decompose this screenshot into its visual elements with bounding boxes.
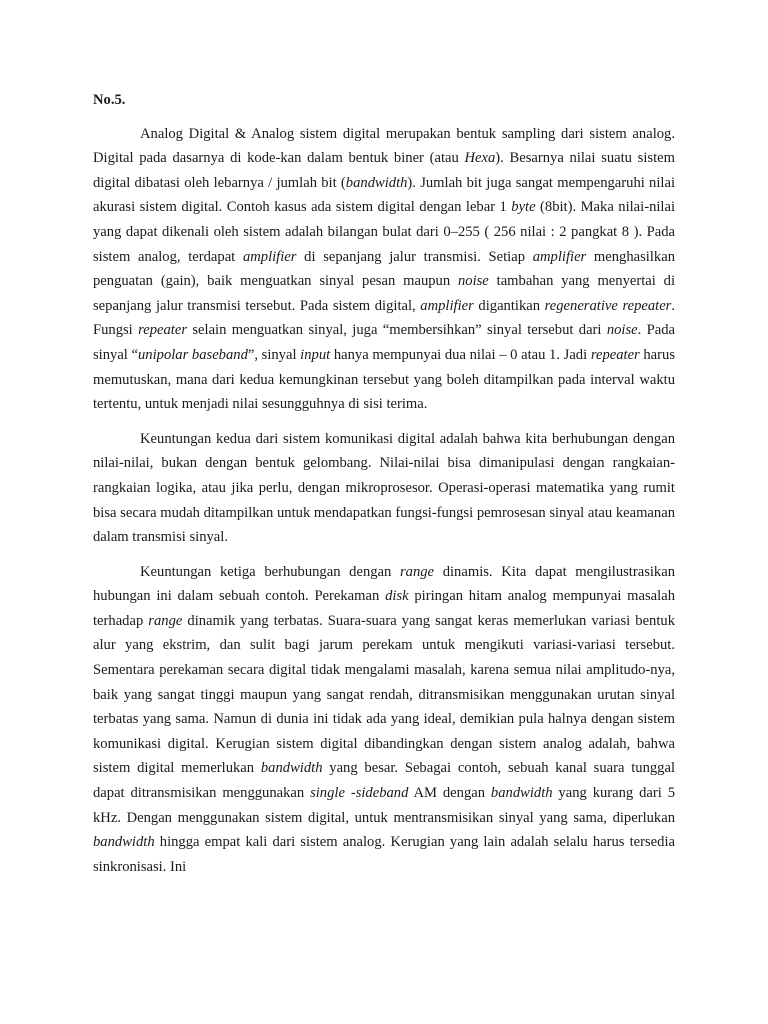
text-run: digantikan xyxy=(473,297,545,314)
paragraph-2 xyxy=(93,427,675,550)
paragraph-1 xyxy=(93,122,675,417)
italic-term: disk xyxy=(385,588,409,605)
text-run: dinamik yang terbatas. Suara-suara yang sangat keras memerlukan variasi bentuk alur yang ekstrim, dan sulit bagi jarum perekam untuk mengikuti variasi-variasi tersebut. Sementara perekaman secara digital tidak mengalami masalah, karena semua nilai amplitudo-nya, baik yang sangat tinggi maupun yang sangat rendah, ditransmisikan menggunakan urutan sinyal terbatas yang sama. Namun di dunia ini tidak ada yang ideal, demikian pula halnya dengan sistem komunikasi digital. Kerugian sistem digital dibandingkan dengan sistem analog adalah, bahwa sistem digital memerlukan xyxy=(93,612,675,777)
italic-term: amplifier xyxy=(420,297,474,314)
text-run: tambahan yang menyertai di sepanjang jalur transmisi tersebut. Pada sistem digital, xyxy=(93,273,675,314)
text-run: di sepanjang jalur transmisi. Setiap xyxy=(296,248,533,265)
italic-term: bandwidth xyxy=(490,785,553,802)
italic-term: amplifier xyxy=(532,248,587,265)
text-run: harus memutuskan, mana dari kedua kemungkinan tersebut yang boleh ditampilkan pada interval waktu tertentu, untuk menjadi nilai sesungguhnya di sisi terima. xyxy=(93,346,675,413)
text-run: Keuntungan kedua dari sistem komunikasi digital adalah bahwa kita berhubungan dengan nilai-nilai, bukan dengan bentuk gelombang. Nilai-nilai bisa dimanipulasi dengan rangkaian-rangkaian logika, atau jika perlu, dengan mikroprosesor. Operasi-operasi matematika yang rumit bisa secara mudah ditampilkan untuk mendapatkan fungsi-fungsi pemrosesan sinyal atau keamanan dalam transmisi sinyal. xyxy=(93,430,675,546)
italic-term: Hexa xyxy=(464,150,496,167)
text-run: . Pada sinyal “ xyxy=(93,322,676,363)
text-run: (8bit). Maka nilai-nilai yang dapat dikenali oleh sistem adalah bilangan bulat dari 0–255 ( 256 nilai : 2 pangkat 8 ). Pada sistem analog, terdapat xyxy=(93,199,676,265)
italic-term: noise xyxy=(457,273,489,290)
italic-term: bandwidth xyxy=(345,174,408,191)
text-run: menghasilkan penguatan (gain), baik menguatkan sinyal pesan maupun xyxy=(93,248,675,290)
italic-term: amplifier xyxy=(242,248,297,265)
italic-term: bandwidth xyxy=(260,760,323,777)
text-run: selain menguatkan sinyal, juga “membersihkan” sinyal tersebut dari xyxy=(187,322,607,339)
italic-term: byte xyxy=(511,199,536,216)
text-run: ). Jumlah bit juga sangat mempengaruhi nilai akurasi sistem digital. Contoh kasus ada sistem digital dengan lebar 1 xyxy=(93,174,675,216)
text-run: Analog Digital & Analog sistem digital merupakan bentuk sampling dari sistem analog. Digital pada dasarnya di kode-kan dalam bentuk biner (atau xyxy=(93,125,675,167)
text-run: hingga empat kali dari sistem analog. Kerugian yang lain adalah selalu harus tersedia sinkronisasi. Ini xyxy=(93,834,675,875)
italic-term: single -sideband xyxy=(310,785,409,802)
italic-term: unipolar baseband xyxy=(138,346,248,363)
text-run: yang kurang dari 5 kHz. Dengan menggunakan sistem digital, untuk mentransmisikan sinyal yang sama, diperlukan xyxy=(93,785,675,826)
text-run: ”, sinyal xyxy=(247,346,301,363)
paragraph-3 xyxy=(93,560,675,880)
italic-term: noise xyxy=(606,322,638,339)
text-run: piringan hitam analog mempunyai masalah terhadap xyxy=(93,588,675,629)
italic-term: regenerative repeater xyxy=(544,297,672,314)
italic-term: input xyxy=(300,346,331,363)
italic-term: bandwidth xyxy=(93,834,155,851)
section-heading: No.5. xyxy=(93,92,126,108)
italic-term: range xyxy=(148,612,183,629)
text-run: ). Besarnya nilai suatu sistem digital dibatasi oleh lebarnya / jumlah bit ( xyxy=(93,150,675,191)
italic-term: repeater xyxy=(138,322,188,339)
text-run: hanya mempunyai dua nilai – 0 atau 1. Jadi xyxy=(330,346,591,363)
text-run: . Fungsi xyxy=(93,297,676,339)
text-run: yang besar. Sebagai contoh, sebuah kanal suara tunggal dapat ditransmisikan menggunakan xyxy=(93,760,675,802)
text-run: Keuntungan ketiga berhubungan dengan xyxy=(140,563,400,580)
text-run: AM dengan xyxy=(408,785,491,802)
italic-term: repeater xyxy=(590,346,640,363)
text-run: dinamis. Kita dapat mengilustrasikan hubungan ini dalam sebuah contoh. Perekaman xyxy=(93,563,675,605)
italic-term: range xyxy=(399,563,435,580)
document-body xyxy=(93,88,675,889)
